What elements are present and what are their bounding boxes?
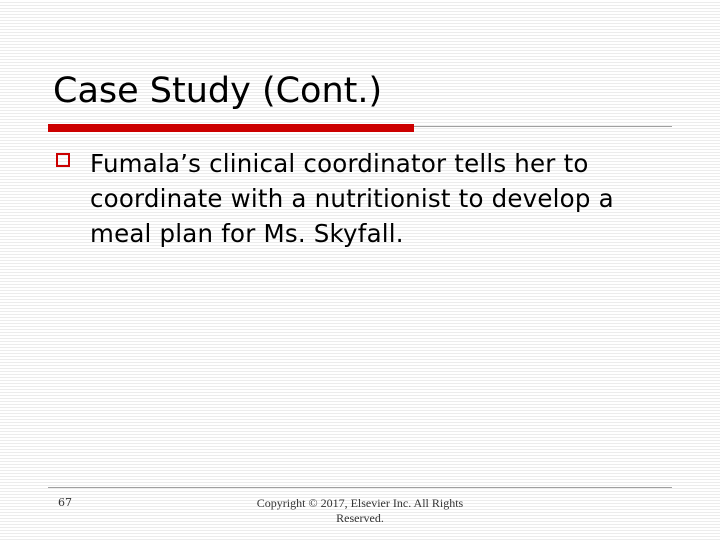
- copyright-notice: Copyright © 2017, Elsevier Inc. All Rights Reserved.: [256, 496, 464, 525]
- footer-divider-line: [48, 487, 672, 488]
- title-accent-bar: [48, 124, 414, 132]
- bullet-text: Fumala’s clinical coordinator tells her to coordinate with a nutritionist to develop a meal plan for Ms. Skyfall.: [90, 149, 614, 248]
- title-divider-line: [414, 126, 672, 127]
- slide-title: Case Study (Cont.): [53, 71, 383, 111]
- hollow-square-bullet-icon: [56, 153, 70, 167]
- bullet-item: [56, 146, 676, 251]
- page-number: 67: [58, 496, 72, 509]
